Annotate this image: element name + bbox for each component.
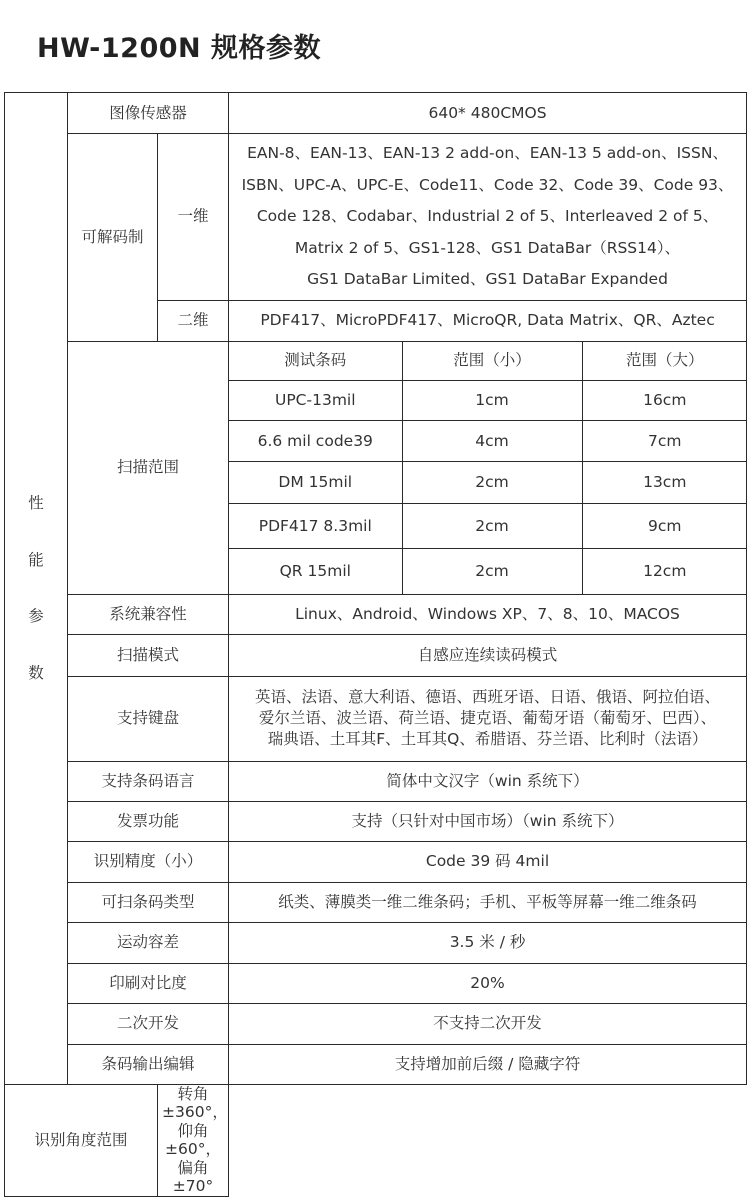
scan-range-max: 7cm <box>582 421 747 462</box>
spec-value: 转角 ±360°，仰角 ±60°，偏角 ±70° <box>158 1084 229 1197</box>
spec-label: 识别角度范围 <box>5 1084 158 1197</box>
scan-range-row <box>229 549 747 594</box>
decode-1d-line: EAN-8、EAN-13、EAN-13 2 add-on、EAN-13 5 add-on、ISSN、 <box>247 144 728 162</box>
decode-2d-label: 二维 <box>158 300 229 341</box>
spec-table <box>4 92 747 1197</box>
spec-row-compat <box>5 594 747 634</box>
spec-row <box>5 882 747 922</box>
spec-row-sensor <box>5 93 747 134</box>
spec-label: 可扫条码类型 <box>68 882 229 922</box>
spec-row <box>5 841 747 882</box>
decode-2d-value: PDF417、MicroPDF417、MicroQR, Data Matrix、QR、Aztec <box>229 300 747 341</box>
spec-row-1d <box>5 134 747 301</box>
scan-range-barcode: PDF417 8.3mil <box>229 504 402 549</box>
decode-1d-line: Matrix 2 of 5、GS1-128、GS1 DataBar（RSS14）、 <box>294 238 681 257</box>
scan-range-cell <box>229 341 747 594</box>
spec-value: 支持增加前后缀 / 隐藏字符 <box>229 1044 747 1084</box>
spec-label: 识别精度（小） <box>68 841 229 882</box>
decode-1d-line: ISBN、UPC-A、UPC-E、Code11、Code 32、Code 39、Code 93、 <box>241 175 734 194</box>
spec-row-scan-range <box>5 341 747 594</box>
scan-range-max: 13cm <box>582 462 747 504</box>
spec-label: 条码输出编辑 <box>68 1044 229 1084</box>
scan-range-min: 2cm <box>402 504 582 549</box>
scan-mode-label: 扫描模式 <box>68 634 229 676</box>
scan-range-max: 12cm <box>582 549 747 594</box>
keyboard-label: 支持键盘 <box>68 676 229 761</box>
spec-value: 3.5 米 / 秒 <box>229 922 747 963</box>
decode-1d-value <box>229 134 747 301</box>
scan-range-min: 4cm <box>402 421 582 462</box>
keyboard-value <box>229 676 747 761</box>
scan-range-min: 1cm <box>402 381 582 421</box>
spec-value: 20% <box>229 963 747 1003</box>
spec-value: 支持（只针对中国市场）（win 系统下） <box>229 801 747 841</box>
spec-row-scan-mode <box>5 634 747 676</box>
scan-mode-value: 自感应连续读码模式 <box>229 634 747 676</box>
sensor-label: 图像传感器 <box>68 93 229 134</box>
scan-range-barcode: QR 15mil <box>229 549 402 594</box>
scan-range-barcode: 6.6 mil code39 <box>229 421 402 462</box>
spec-label: 支持条码语言 <box>68 761 229 801</box>
section-char: 性 <box>28 494 44 513</box>
decode-label: 可解码制 <box>68 134 158 342</box>
section-performance-label <box>5 93 68 1085</box>
section-char: 参 <box>28 607 44 626</box>
scan-range-header-row <box>229 342 747 381</box>
sensor-value: 640* 480CMOS <box>229 93 747 134</box>
spec-value: 不支持二次开发 <box>229 1003 747 1044</box>
compat-value: Linux、Android、Windows XP、7、8、10、MACOS <box>229 594 747 634</box>
spec-row <box>5 1003 747 1044</box>
scan-range-table <box>229 342 747 594</box>
scan-range-header: 范围（大） <box>582 342 747 381</box>
spec-row <box>5 922 747 963</box>
spec-row <box>5 761 747 801</box>
page-title: HW-1200N 规格参数 <box>37 33 322 64</box>
spec-label: 运动容差 <box>68 922 229 963</box>
scan-range-max: 16cm <box>582 381 747 421</box>
scan-range-min: 2cm <box>402 549 582 594</box>
keyboard-line: 英语、法语、意大利语、德语、西班牙语、日语、俄语、阿拉伯语、 <box>255 688 721 706</box>
spec-label: 发票功能 <box>68 801 229 841</box>
scan-range-barcode: DM 15mil <box>229 462 402 504</box>
scan-range-header: 范围（小） <box>402 342 582 381</box>
scan-range-row <box>229 462 747 504</box>
scan-range-header: 测试条码 <box>229 342 402 381</box>
keyboard-line: 爱尔兰语、波兰语、荷兰语、捷克语、葡萄牙语（葡萄牙、巴西）、 <box>258 709 717 727</box>
spec-value: Code 39 码 4mil <box>229 841 747 882</box>
spec-value: 纸类、薄膜类一维二维条码；手机、平板等屏幕一维二维条码 <box>229 882 747 922</box>
spec-label: 印刷对比度 <box>68 963 229 1003</box>
scan-range-min: 2cm <box>402 462 582 504</box>
section-char: 数 <box>28 663 44 682</box>
scan-range-row <box>229 381 747 421</box>
scan-range-max: 9cm <box>582 504 747 549</box>
scan-range-barcode: UPC-13mil <box>229 381 402 421</box>
scan-range-row <box>229 421 747 462</box>
scan-range-row <box>229 504 747 549</box>
decode-1d-line: GS1 DataBar Limited、GS1 DataBar Expanded <box>307 270 668 288</box>
spec-row <box>5 1044 747 1084</box>
spec-row <box>5 963 747 1003</box>
decode-1d-label: 一维 <box>158 134 229 301</box>
keyboard-line: 瑞典语、土耳其F、土耳其Q、希腊语、芬兰语、比利时（法语） <box>267 730 708 748</box>
spec-row <box>5 801 747 841</box>
spec-row-keyboard <box>5 676 747 761</box>
spec-row <box>5 1084 747 1197</box>
compat-label: 系统兼容性 <box>68 594 229 634</box>
scan-range-label: 扫描范围 <box>68 341 229 594</box>
section-char: 能 <box>28 550 44 569</box>
decode-1d-line: Code 128、Codabar、Industrial 2 of 5、Interleaved 2 of 5、 <box>256 207 719 225</box>
spec-value: 简体中文汉字（win 系统下） <box>229 761 747 801</box>
spec-label: 二次开发 <box>68 1003 229 1044</box>
